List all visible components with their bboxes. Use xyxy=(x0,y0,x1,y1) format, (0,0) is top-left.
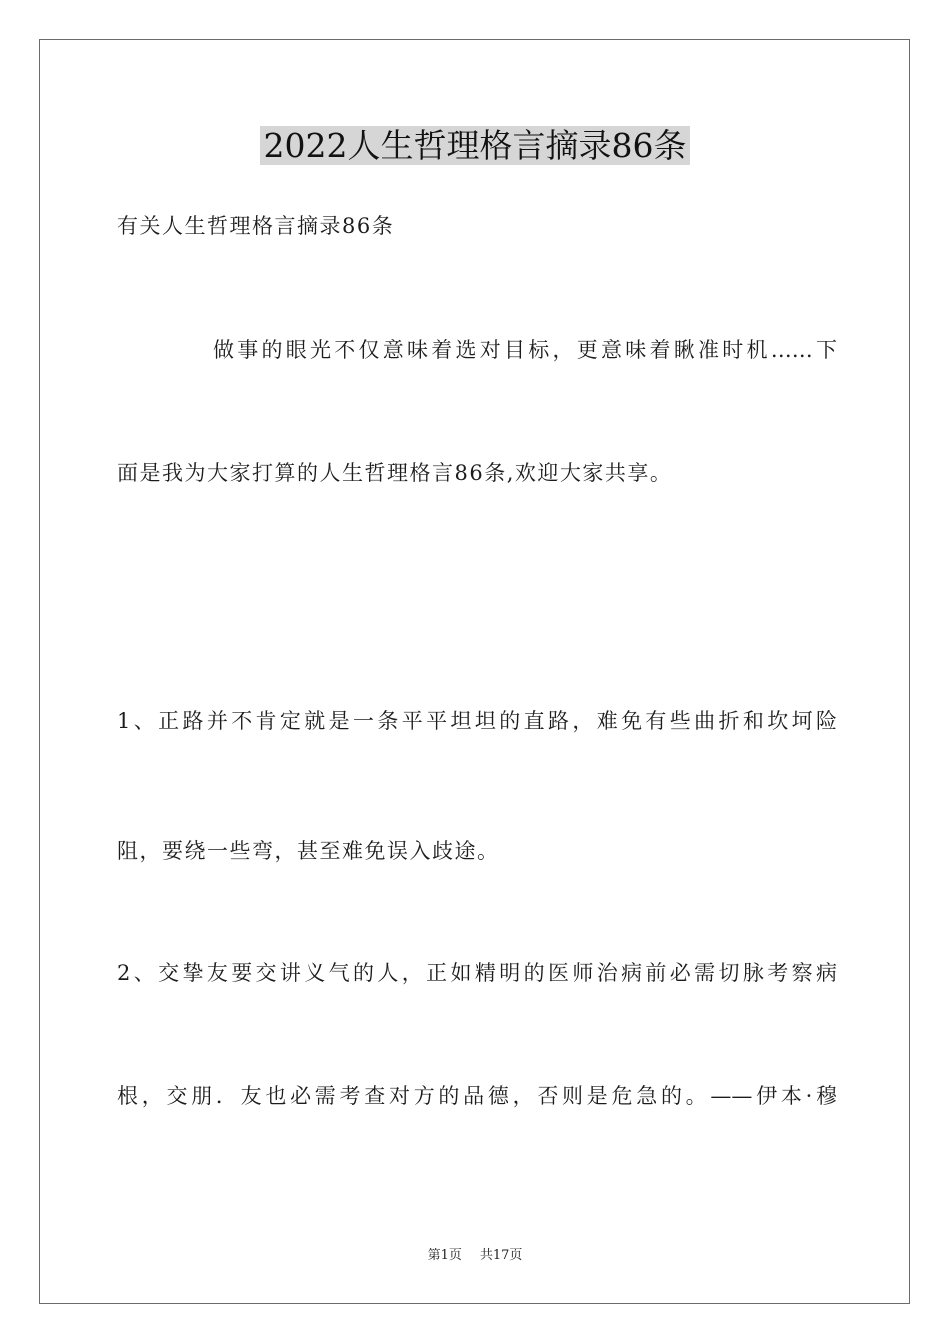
document-subtitle: 有关人生哲理格言摘录86条 xyxy=(117,214,395,238)
item-2-line-1: 2、交挚友要交讲义气的人，正如精明的医师治病前必需切脉考察病 xyxy=(117,961,837,985)
intro-line-1: 做事的眼光不仅意味着选对目标，更意味着瞅准时机……下 xyxy=(213,338,837,362)
document-title-text: 2022人生哲理格言摘录86条 xyxy=(260,126,691,165)
intro-line-2: 面是我为大家打算的人生哲理格言86条,欢迎大家共享。 xyxy=(117,461,673,485)
item-1-line-2: 阻，要绕一些弯，甚至难免误入歧途。 xyxy=(117,839,500,863)
item-2-line-2: 根，交朋．友也必需考查对方的品德，否则是危急的。——伊本·穆 xyxy=(117,1084,837,1108)
page-total: 共17页 xyxy=(479,1248,523,1263)
item-1-line-1: 1、正路并不肯定就是一条平平坦坦的直路，难免有些曲折和坎坷险 xyxy=(117,709,837,733)
page-number: 第1页 xyxy=(427,1248,462,1263)
document-title xyxy=(0,124,950,168)
page-footer xyxy=(0,1247,950,1265)
